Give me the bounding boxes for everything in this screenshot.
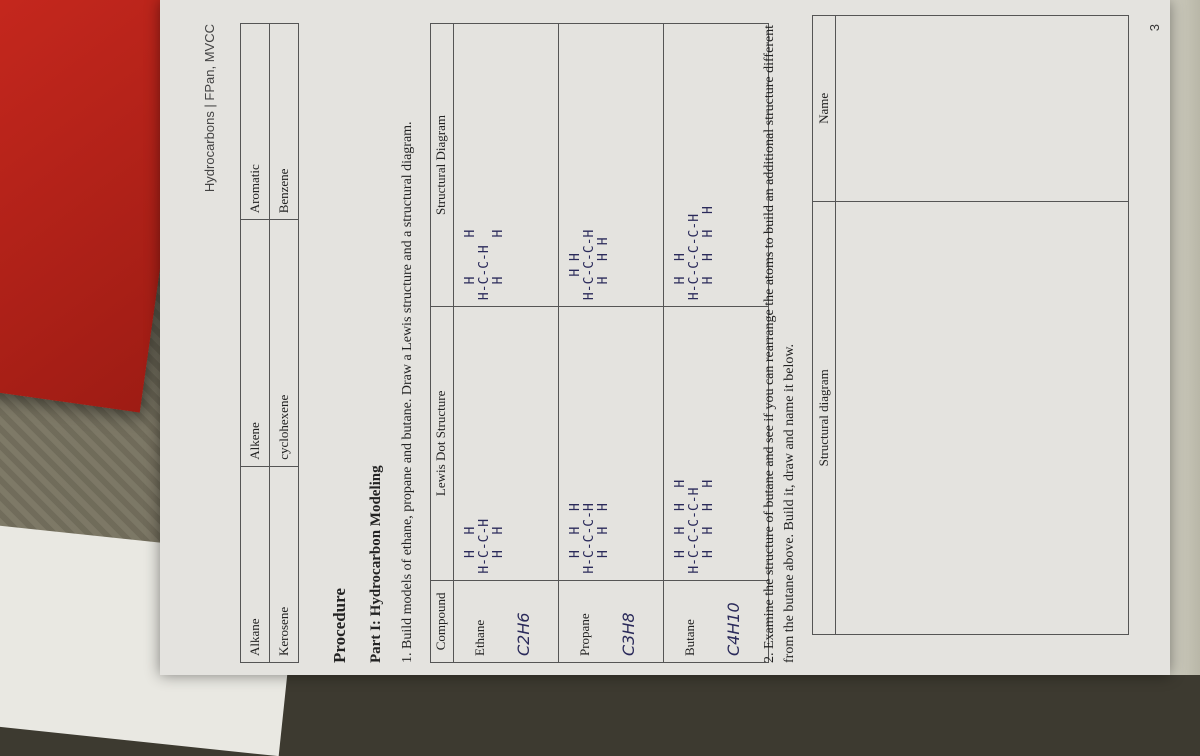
lewis-sketch: H H H H H-C-C-C-C-H H H H H [673,479,716,574]
page-number: 3 [1147,24,1162,32]
compounds-table [430,23,769,663]
isomer-name-cell[interactable] [836,16,1129,202]
type-header-aromatic: Aromatic [241,24,270,220]
instruction-1: 1. Build models of ethane, propane and butane. Draw a Lewis structure and a structural diagram. [400,121,415,663]
type-header-alkene: Alkene [241,220,270,466]
type-header-alkane: Alkane [241,466,270,662]
type-example-cyclohexene: cyclohexene [270,220,299,466]
lewis-sketch: H H H-C-C-H H H [463,518,506,574]
col-structural-diagram: Structural diagram [813,201,836,634]
structural-sketch: H H H-C-C-C-H H H H [568,229,611,301]
table-row [559,24,664,663]
handwritten-formula: C2H6 [514,612,533,656]
compound-name: Propane [577,613,592,656]
compound-name: Ethane [472,619,487,656]
instruction-2: 2. Examine the structure of butane and see if you can rearrange the atoms to build an additional structure different from the butane above. Build it, draw and name it below. [762,24,797,663]
table-row [664,24,769,663]
table-row [454,24,559,663]
isomer-table [812,15,1129,635]
type-example-benzene: Benzene [270,24,299,220]
isomer-diagram-cell[interactable] [836,201,1129,634]
structural-sketch: H H H-C-C-C-C-H H H H H [673,206,716,301]
handwritten-formula: C4H10 [724,602,743,656]
lewis-sketch: H H H H-C-C-C-H H H H [568,503,611,574]
page-header: Hydrocarbons | FPan, MVCC [202,24,217,193]
procedure-heading: Procedure [330,588,349,663]
handwritten-formula: C3H8 [619,612,638,656]
col-structural: Structural Diagram [431,24,454,307]
compound-name: Butane [682,619,697,656]
structural-sketch: H H H-C-C-H H H [463,229,506,301]
col-compound: Compound [431,580,454,662]
col-name: Name [813,16,836,202]
type-example-kerosene: Kerosene [270,466,299,662]
part1-heading: Part I: Hydrocarbon Modeling [368,465,384,663]
hydrocarbon-types-table [240,23,299,663]
col-lewis: Lewis Dot Structure [431,307,454,581]
worksheet-page [160,0,1170,675]
